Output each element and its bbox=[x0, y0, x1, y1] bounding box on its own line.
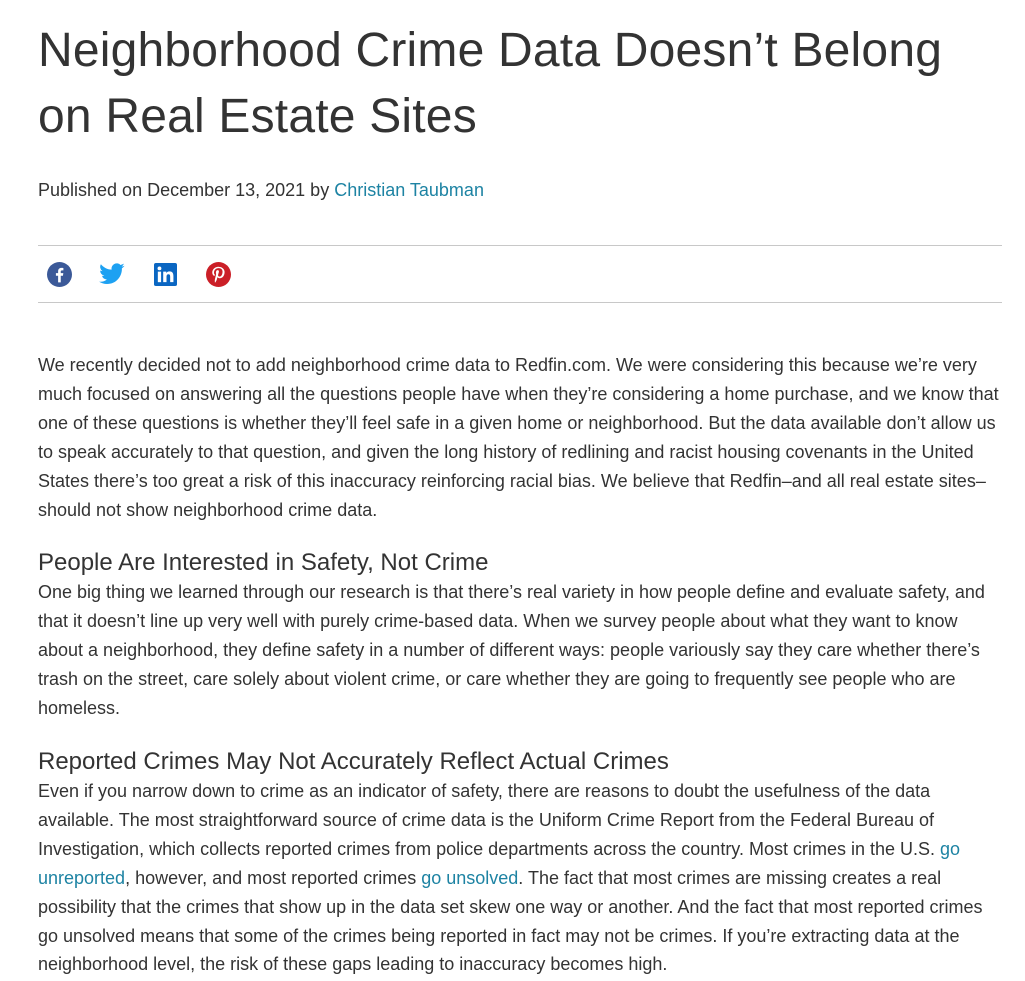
paragraph-text: , however, and most reported crimes bbox=[125, 867, 422, 888]
share-facebook-button[interactable] bbox=[46, 261, 72, 287]
section-heading: People Are Interested in Safety, Not Crime bbox=[38, 549, 489, 577]
share-twitter-button[interactable] bbox=[99, 261, 125, 287]
section-safety bbox=[38, 548, 1002, 723]
share-pinterest-button[interactable] bbox=[205, 261, 231, 287]
paragraph-text: Even if you narrow down to crime as an indicator of safety, there are reasons to doubt the usefulness of the data available. The most straightforward source of crime data is the Uniform Crime Report from the Federal Bureau of Investigation, which collects reported crimes from police departments across the country. Most crimes in the U.S. bbox=[38, 780, 941, 859]
go-unsolved-link[interactable]: go unsolved bbox=[421, 867, 519, 888]
pinterest-icon bbox=[206, 262, 231, 287]
section-reported-crimes bbox=[38, 747, 1002, 979]
section-paragraph: One big thing we learned through our research is that there’s real variety in how people define and evaluate safety, and that it doesn’t line up very well with purely crime-based data. When we survey people about what they want to know about a neighborhood, they define safety in a number of different ways: people variously say they care whether there’s trash on the street, care solely about violent crime, or care whether they are going to frequently see people who are homeless. bbox=[38, 582, 985, 719]
byline-prefix: Published on December 13, 2021 by bbox=[38, 180, 335, 200]
section-paragraph bbox=[38, 777, 1002, 979]
share-bar bbox=[38, 245, 1002, 303]
article bbox=[38, 0, 1002, 979]
page-title: Neighborhood Crime Data Doesn’t Belong on Real Estate Sites bbox=[38, 24, 943, 143]
article-body bbox=[38, 351, 1002, 979]
byline bbox=[38, 178, 1002, 202]
linkedin-icon bbox=[154, 263, 177, 286]
section-heading: Reported Crimes May Not Accurately Reflect Actual Crimes bbox=[38, 747, 669, 775]
paragraph-text: . The fact that most crimes are missing creates a real possibility that the crimes that show up in the data set skew one way or another. And the fact that most reported crimes go unsolved means that some of the crimes being reported in fact may not be crimes. If you’re extracting data at the neighborhood level, the risk of these gaps leading to inaccuracy becomes high. bbox=[38, 867, 983, 975]
intro-paragraph: We recently decided not to add neighborhood crime data to Redfin.com. We were considering this because we’re very much focused on answering all the questions people have when they’re considering a home purchase, and we know that one of these questions is whether they’ll feel safe in a given home or neighborhood. But the data available don’t allow us to speak accurately to that question, and given the long history of redlining and racist housing covenants in the United States there’s too great a risk of this inaccuracy reinforcing racial bias. We believe that Redfin–and all real estate sites–should not show neighborhood crime data. bbox=[38, 355, 999, 520]
share-linkedin-button[interactable] bbox=[152, 261, 178, 287]
go-unreported-link[interactable]: go unreported bbox=[38, 838, 961, 888]
twitter-icon bbox=[99, 263, 125, 285]
facebook-icon bbox=[47, 262, 72, 287]
author-link[interactable]: Christian Taubman bbox=[334, 180, 484, 200]
